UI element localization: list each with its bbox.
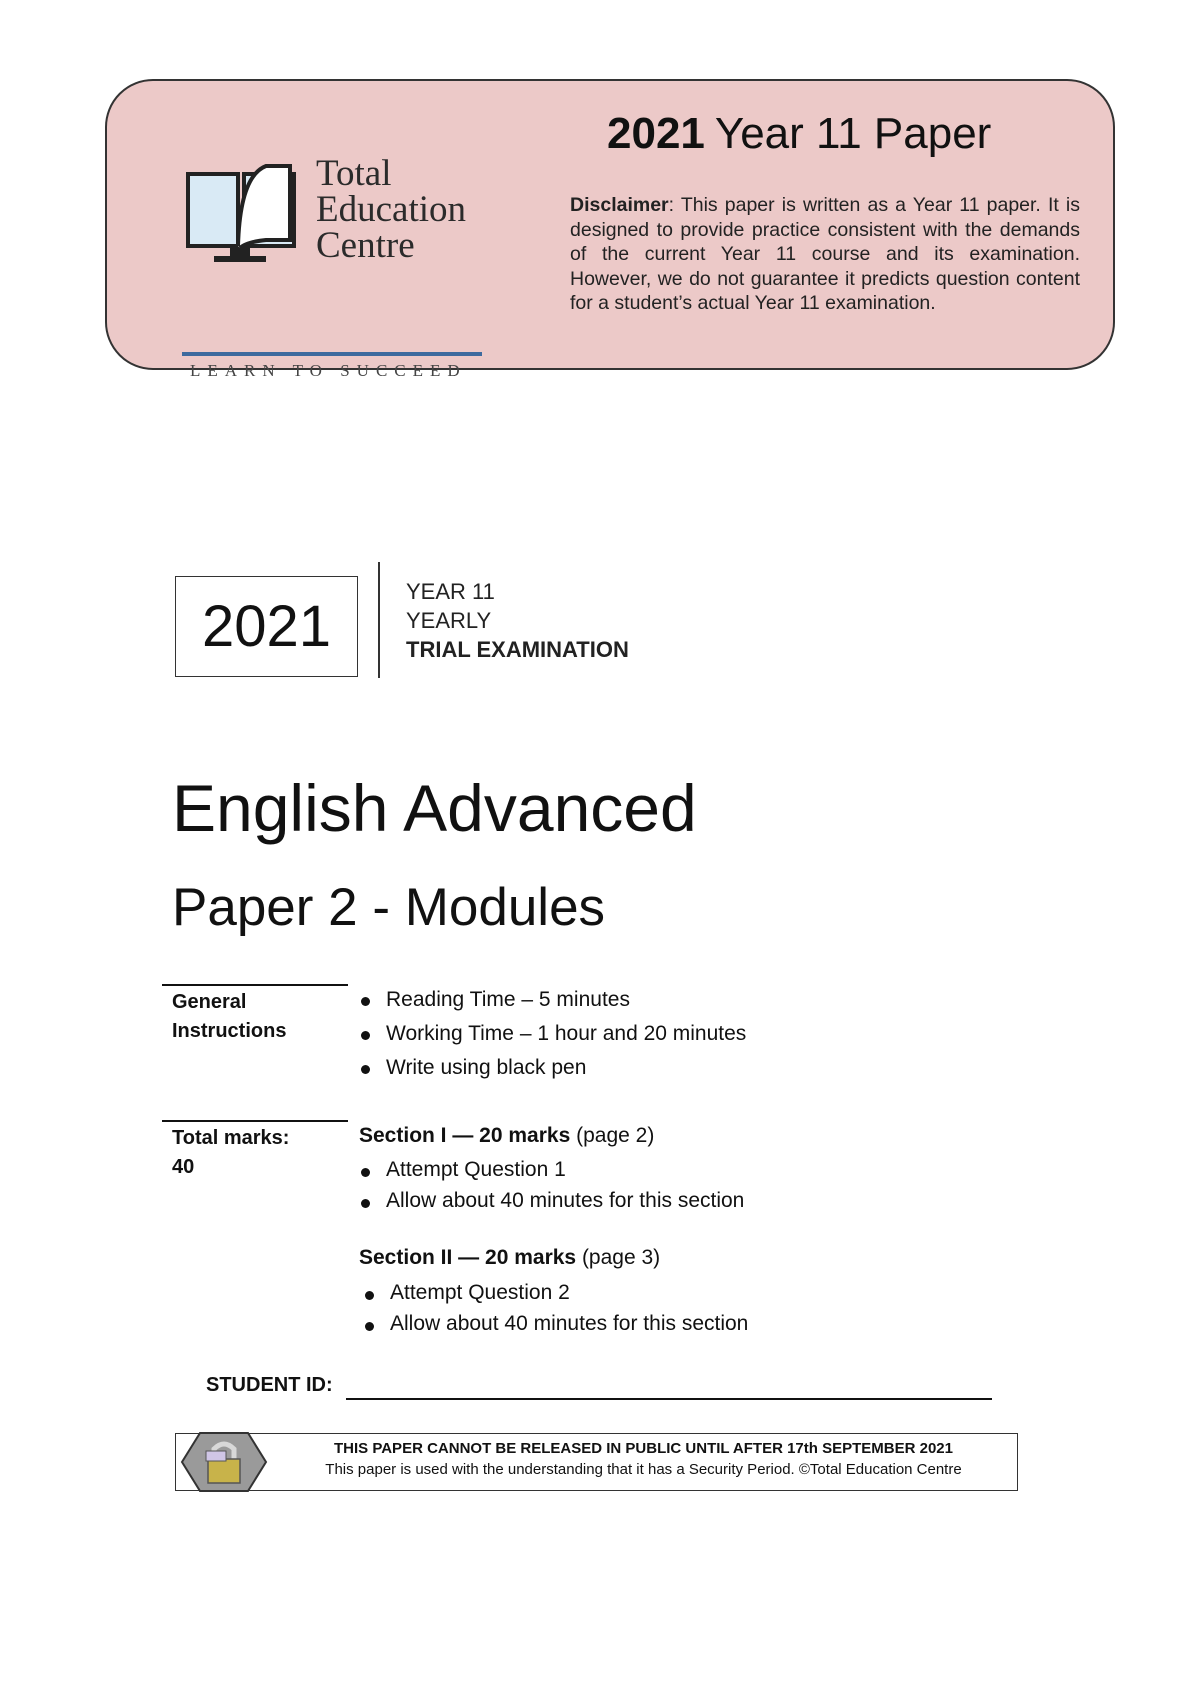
divider [162, 1120, 348, 1122]
banner-title: 2021 Year 11 Paper [607, 109, 992, 158]
page-subtitle: Paper 2 - Modules [172, 878, 606, 937]
student-id-label: STUDENT ID: [206, 1374, 333, 1396]
list-item: Attempt Question 1 [358, 1154, 744, 1185]
section-1-heading: Section I — 20 marks (page 2) [359, 1124, 655, 1147]
section-1-list [358, 1154, 744, 1216]
student-id-field[interactable] [346, 1398, 992, 1400]
header-banner [105, 79, 1115, 380]
page-title: English Advanced [172, 771, 697, 845]
logo-rule [182, 352, 482, 356]
disclaimer: Disclaimer: This paper is written as a Year 11 paper. It is designed to provide practice consistent with the demands of the current Year 11 course and its examination. However, we do not guarantee it predicts question content for a student’s actual Year 11 examination. [570, 194, 1080, 314]
notice-headline: THIS PAPER CANNOT BE RELEASED IN PUBLIC UNTIL AFTER 17th SEPTEMBER 2021 [334, 1440, 953, 1457]
security-notice [175, 1433, 1018, 1491]
divider [378, 562, 380, 678]
notice-text: This paper is used with the understanding that it has a Security Period. ©Total Education Centre [325, 1461, 962, 1478]
year-box: 2021 [175, 576, 358, 677]
total-marks-label: Total marks: 40 [172, 1127, 290, 1178]
divider [162, 984, 348, 986]
list-item: Write using black pen [358, 1051, 746, 1085]
section-2-heading: Section II — 20 marks (page 3) [359, 1246, 661, 1269]
logo-wordmark: Total Education Centre [316, 153, 467, 266]
list-item: Reading Time – 5 minutes [358, 983, 746, 1017]
logo-tagline: LEARN TO SUCCEED [190, 361, 467, 380]
list-item: Attempt Question 2 [362, 1277, 748, 1308]
padlock-icon [178, 1429, 270, 1495]
book-monitor-icon [182, 156, 302, 266]
exam-type: YEAR 11 YEARLY TRIAL EXAMINATION [406, 579, 629, 662]
section-2-list [362, 1277, 748, 1339]
list-item: Allow about 40 minutes for this section [362, 1308, 748, 1339]
list-item: Allow about 40 minutes for this section [358, 1185, 744, 1216]
general-instructions-list [358, 983, 746, 1085]
logo [182, 153, 482, 380]
general-instructions-label: General Instructions [172, 991, 287, 1042]
list-item: Working Time – 1 hour and 20 minutes [358, 1017, 746, 1051]
